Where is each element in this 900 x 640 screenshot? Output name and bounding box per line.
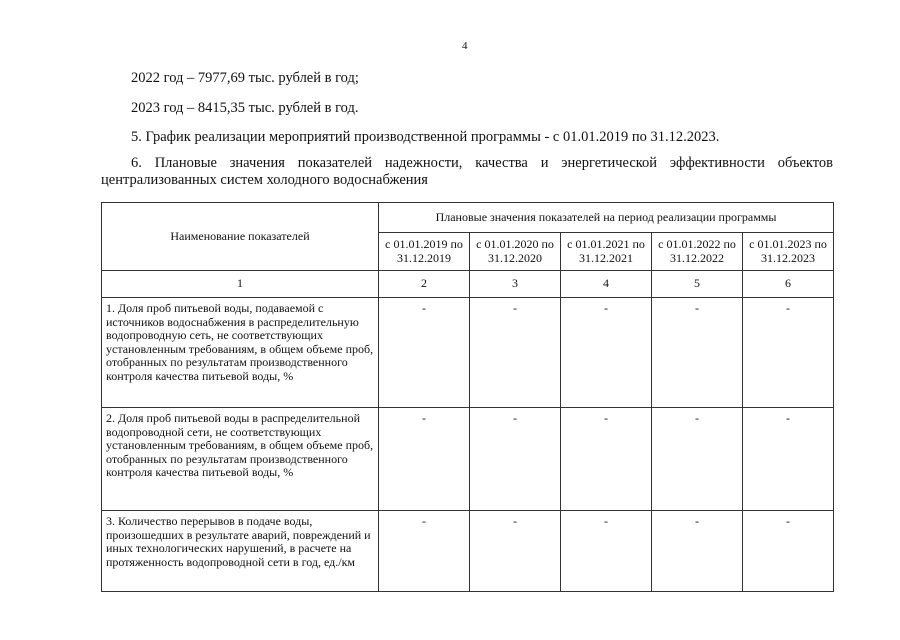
table-row [102,408,834,511]
indicator-value: - [470,408,561,511]
cost-line-2022: 2022 год – 7977,69 тыс. рублей в год; [131,70,359,86]
column-number: 1 [102,271,379,298]
section-6-heading [101,155,833,189]
indicator-name: 1. Доля проб питьевой воды, подаваемой с источников водоснабжения в распределительную водопроводную сеть, не соответствующих установленным требованиям, в общем объеме проб, отобранных по результатам производственного контроля качества питьевой воды, % [102,298,379,408]
indicator-name: 2. Доля проб питьевой воды в распределительной водопроводной сети, не соответствующих установленным требованиям, в общем объеме проб, отобранных по результатам производственного контроля качества питьевой воды, % [102,408,379,511]
period-header-2021: с 01.01.2021 по 31.12.2021 [561,233,652,271]
column-number: 4 [561,271,652,298]
indicator-value: - [561,408,652,511]
period-header-2022: с 01.01.2022 по 31.12.2022 [652,233,743,271]
column-number: 5 [652,271,743,298]
planned-values-header: Плановые значения показателей на период реализации программы [379,203,834,233]
section-6-text: 6. Плановые значения показателей надежности, качества и энергетической эффективности объектов централизованных систем холодного водоснабжения [101,155,833,188]
table-header-row [102,203,834,233]
column-number: 3 [470,271,561,298]
indicator-value: - [743,511,834,592]
indicators-table [101,202,834,592]
period-header-2019: с 01.01.2019 по 31.12.2019 [379,233,470,271]
indicator-value: - [743,298,834,408]
indicator-name-header: Наименование показателей [102,203,379,271]
indicator-value: - [379,408,470,511]
page-number: 4 [462,40,468,52]
indicator-value: - [379,511,470,592]
column-number: 6 [743,271,834,298]
indicator-value: - [652,298,743,408]
column-number-row [102,271,834,298]
indicator-value: - [652,511,743,592]
indicator-value: - [470,511,561,592]
indicator-value: - [561,511,652,592]
cost-line-2023: 2023 год – 8415,35 тыс. рублей в год. [131,100,359,116]
indicator-value: - [561,298,652,408]
indicator-value: - [743,408,834,511]
indicator-value: - [470,298,561,408]
period-header-2020: с 01.01.2020 по 31.12.2020 [470,233,561,271]
table-row [102,298,834,408]
column-number: 2 [379,271,470,298]
indicator-value: - [379,298,470,408]
table-row [102,511,834,592]
indicator-name: 3. Количество перерывов в подаче воды, произошедших в результате аварий, повреждений и иных технологических нарушений, в расчете на протяженность водопроводной сети в год, ед./км [102,511,379,592]
indicator-value: - [652,408,743,511]
period-header-2023: с 01.01.2023 по 31.12.2023 [743,233,834,271]
section-5-schedule: 5. График реализации мероприятий производственной программы - с 01.01.2019 по 31.12.2023. [131,129,720,145]
